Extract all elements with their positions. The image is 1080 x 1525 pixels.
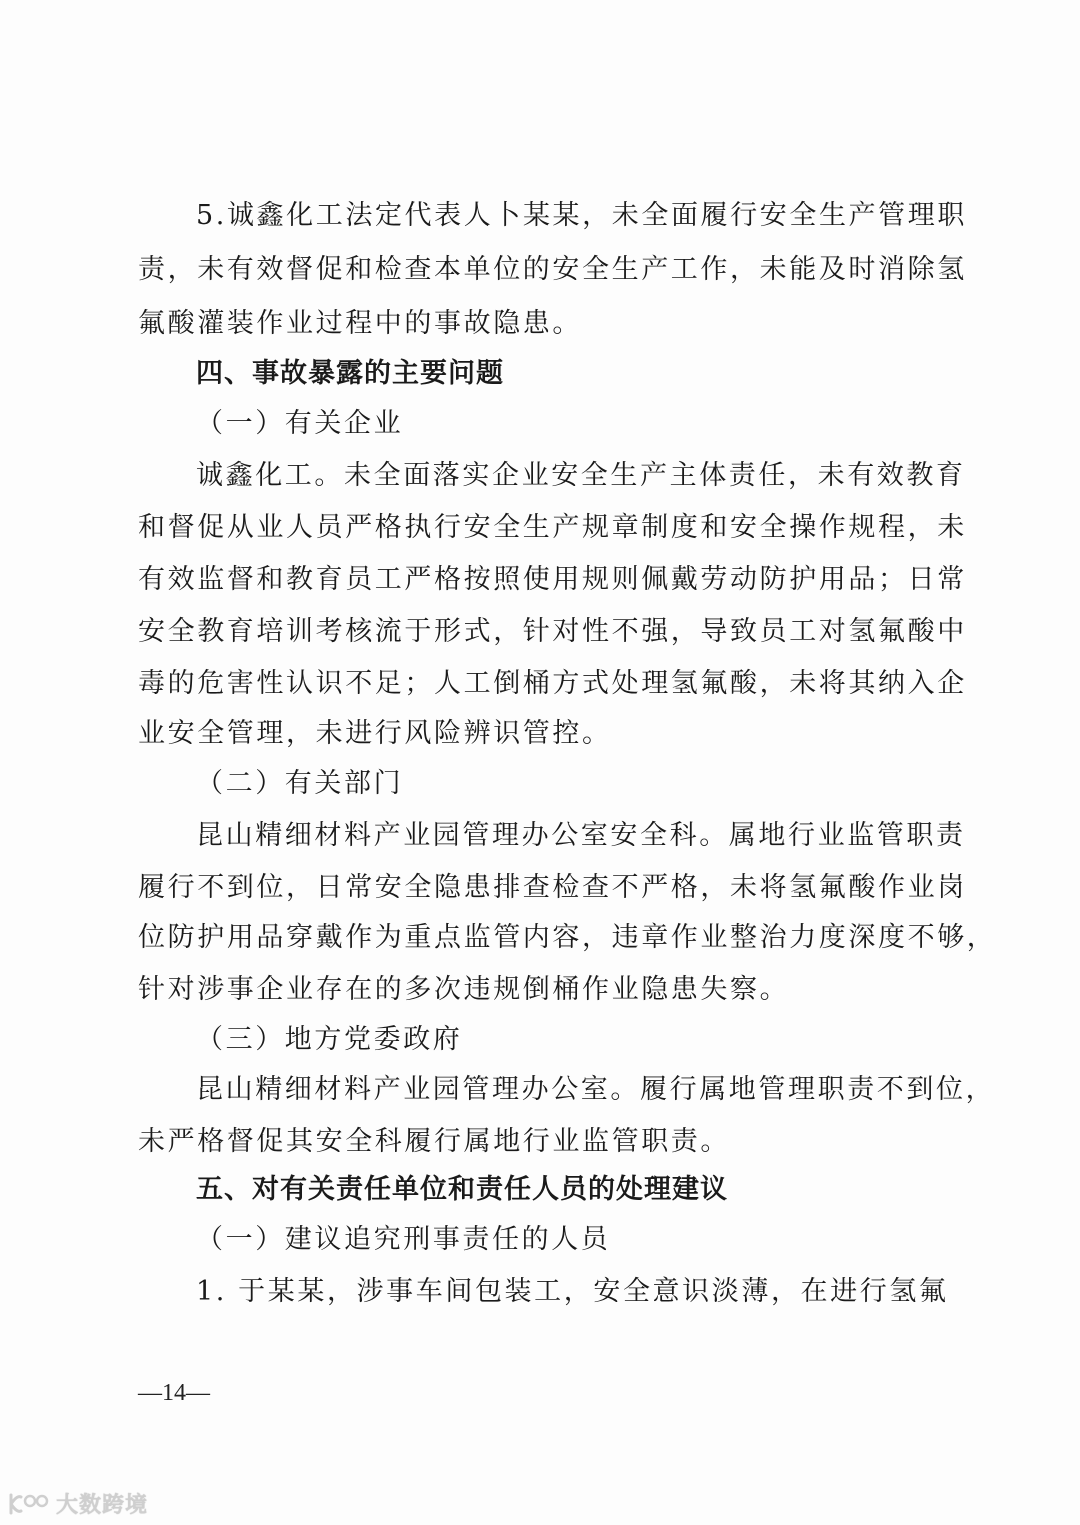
- page-number: —14—: [138, 1380, 210, 1406]
- paragraph-line: 诚鑫化工。未全面落实企业安全生产主体责任，未有效教育: [196, 460, 966, 491]
- paragraph-line: 氟酸灌装作业过程中的事故隐患。: [138, 308, 582, 339]
- subsection-heading: （二）有关部门: [196, 768, 404, 799]
- paragraph-line: 未严格督促其安全科履行属地行业监管职责。: [138, 1126, 730, 1157]
- paragraph-line: 责，未有效督促和检查本单位的安全生产工作，未能及时消除氢: [138, 254, 967, 285]
- paragraph-line: 业安全管理，未进行风险辨识管控。: [138, 718, 612, 749]
- paragraph-line: 针对涉事企业存在的多次违规倒桶作业隐患失察。: [138, 974, 790, 1005]
- watermark: [8, 1488, 148, 1519]
- paragraph-line: 昆山精细材料产业园管理办公室安全科。属地行业监管职责: [196, 820, 966, 851]
- watermark-text: 大数跨境: [56, 1493, 149, 1518]
- subsection-heading: （一）建议追究刑事责任的人员: [196, 1224, 611, 1255]
- paragraph-line: 有效监督和教育员工严格按照使用规则佩戴劳动防护用品；日常: [138, 564, 967, 595]
- paragraph-line: 位防护用品穿戴作为重点监管内容，违章作业整治力度深度不够，: [138, 922, 997, 953]
- kcc-logo-icon: [8, 1491, 50, 1517]
- section-heading: 四、事故暴露的主要问题: [196, 358, 504, 389]
- paragraph-line: 毒的危害性认识不足；人工倒桶方式处理氢氟酸，未将其纳入企: [138, 668, 967, 699]
- subsection-heading: （三）地方党委政府: [196, 1024, 463, 1055]
- section-heading: 五、对有关责任单位和责任人员的处理建议: [196, 1174, 728, 1205]
- paragraph-line: 和督促从业人员严格执行安全生产规章制度和安全操作规程，未: [138, 512, 967, 543]
- paragraph-line: 5.诚鑫化工法定代表人卜某某，未全面履行安全生产管理职: [196, 200, 967, 231]
- paragraph-line: 履行不到位，日常安全隐患排查检查不严格，未将氢氟酸作业岗: [138, 872, 967, 903]
- paragraph-line: 1. 于某某，涉事车间包装工，安全意识淡薄，在进行氢氟: [196, 1276, 949, 1307]
- paragraph-line: 安全教育培训考核流于形式，针对性不强，导致员工对氢氟酸中: [138, 616, 967, 647]
- subsection-heading: （一）有关企业: [196, 408, 404, 439]
- paragraph-line: 昆山精细材料产业园管理办公室。履行属地管理职责不到位，: [196, 1074, 996, 1105]
